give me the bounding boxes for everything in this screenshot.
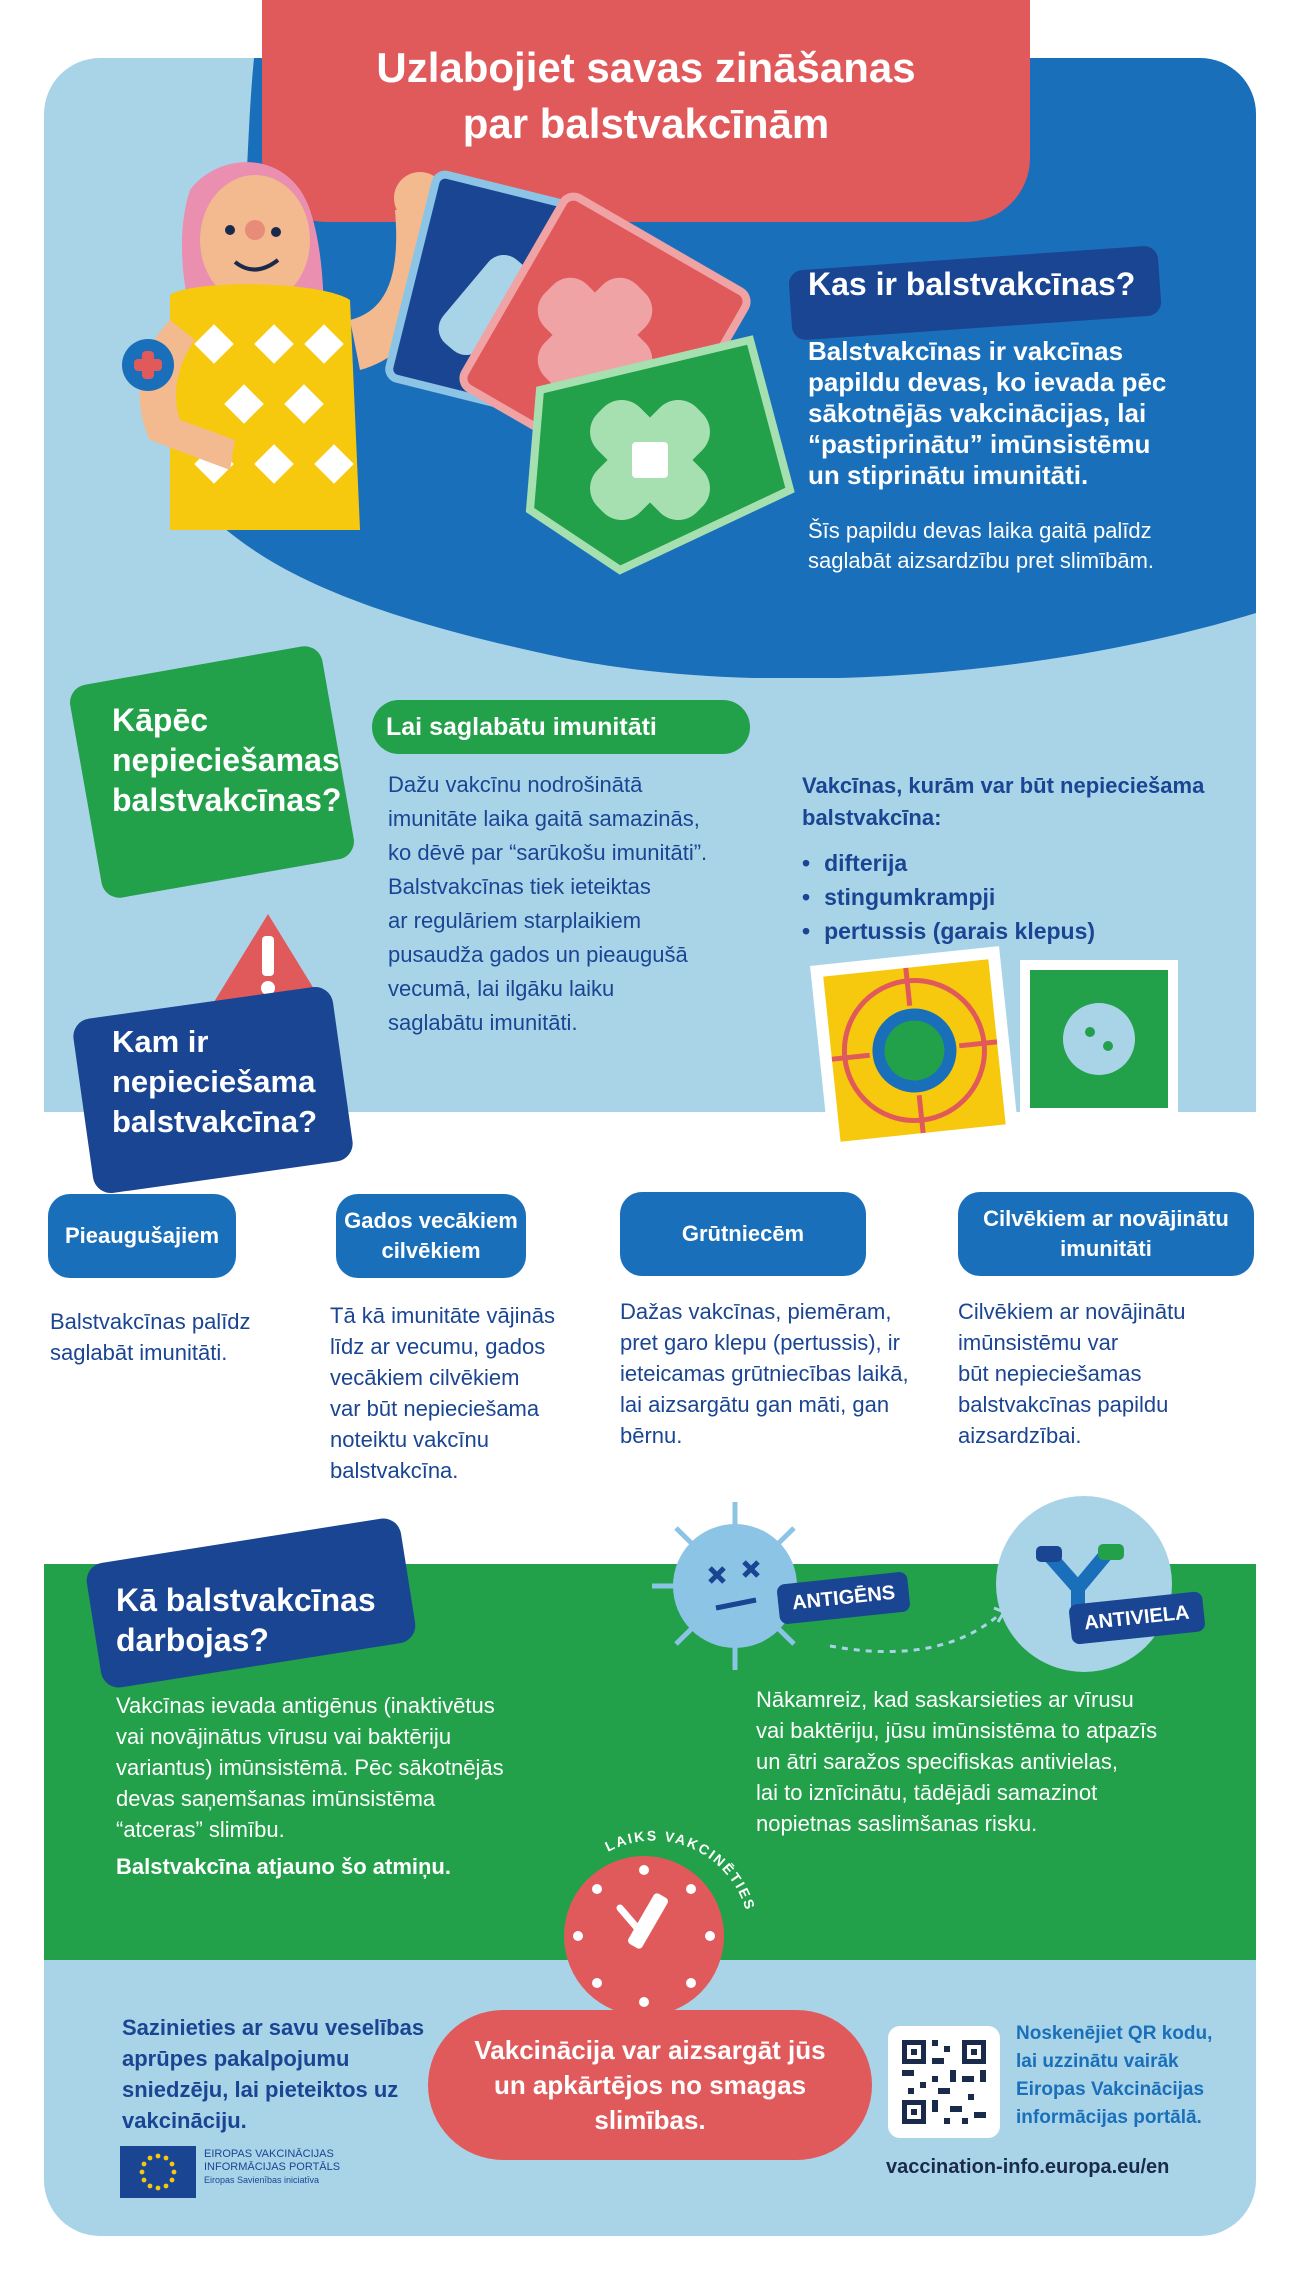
text-line: Balstvakcīnas tiek ieteiktas	[388, 874, 651, 899]
portal-link[interactable]: vaccination-info.europa.eu/en	[886, 2156, 1170, 2178]
text-line: vai novājinātus vīrusu vai baktēriju	[116, 1724, 452, 1749]
antigen-antibody-illustration	[640, 1496, 1220, 1686]
group-pill-elderly	[336, 1194, 526, 1278]
eu-flag-icon	[120, 2146, 196, 2198]
text-line: informācijas portālā.	[1016, 2107, 1202, 2128]
text-line: imūnsistēmu var	[958, 1330, 1119, 1355]
kas-note	[808, 516, 1228, 576]
text-line: “atceras” slimību.	[116, 1817, 285, 1842]
kas-definition	[808, 336, 1228, 491]
group-label: Pieaugušajiem	[64, 1223, 220, 1248]
text-line: pret garo klepu (pertussis), ir	[620, 1330, 900, 1355]
text-line: Eiropas Vakcinācijas	[1016, 2079, 1205, 2100]
list-item: • stingumkrampji	[802, 880, 1095, 914]
title-line: Kā balstvakcīnas	[116, 1582, 376, 1618]
text-line: ko dēvē par “sarūkošu imunitāti”.	[388, 840, 708, 865]
text-line: lai uzzinātu vairāk	[1016, 2051, 1179, 2072]
list-item: • pertussis (garais klepus)	[802, 914, 1095, 948]
text-line: lai aizsargātu gan māti, gan	[620, 1392, 890, 1417]
qr-instructions	[1016, 2020, 1212, 2132]
group-label: Cilvēkiem ar novājinātu	[983, 1206, 1229, 1231]
text-line: Balstvakcīnas ir vakcīnas	[808, 336, 1124, 366]
group-label: Gados vecākiem	[344, 1208, 518, 1233]
text-line: imunitāte laika gaitā samazinās,	[388, 806, 700, 831]
text-line: pusaudža gados un pieaugušā	[388, 942, 688, 967]
text-line: un ātri saražos specifiskas antivielas,	[756, 1749, 1118, 1774]
kam-title	[112, 1022, 317, 1142]
kapec-title	[112, 700, 341, 820]
text-line: vakcināciju.	[122, 2108, 247, 2133]
group-label: Grūtniecēm	[681, 1221, 805, 1246]
text-line: nopietnas saslimšanas risku.	[756, 1811, 1038, 1836]
text-line: Tā kā imunitāte vājinās	[330, 1303, 555, 1328]
clock-label: LAIKS VAKCINĒTIES	[602, 1827, 759, 1913]
text-line: balstvakcīna.	[330, 1458, 459, 1483]
text-line: Dažas vakcīnas, piemēram,	[620, 1299, 892, 1324]
text-line: Nākamreiz, kad saskarsieties ar vīrusu	[756, 1687, 1134, 1712]
group-pill-immunocompromised	[958, 1192, 1254, 1276]
text-line: un apkārtējos no smagas	[493, 2069, 807, 2100]
how-body	[116, 1690, 586, 1845]
kas-title: Kas ir balstvakcīnas?	[808, 266, 1136, 302]
group-text-elderly	[330, 1300, 590, 1486]
text-line: slimības.	[594, 2104, 706, 2135]
text-line: noteiktu vakcīnu	[330, 1427, 489, 1452]
text-line: Noskenējiet QR kodu,	[1016, 2023, 1213, 2044]
title-line: Kam ir	[112, 1024, 209, 1059]
group-text-adults	[50, 1306, 300, 1368]
group-pill-pregnant	[620, 1192, 866, 1276]
group-label: imunitāti	[1060, 1236, 1152, 1261]
title-line: Uzlabojiet savas zināšanas	[376, 44, 916, 91]
text-line: un stiprinātu imunitāti.	[808, 460, 1089, 490]
text-line: ieteicamas grūtniecības laikā,	[620, 1361, 909, 1386]
text-line: vecumā, lai ilgāku laiku	[388, 976, 615, 1001]
title-line: balstvakcīna?	[112, 1104, 318, 1139]
text-line: vecākiem cilvēkiem	[330, 1365, 520, 1390]
group-text-immunocompromised	[958, 1296, 1248, 1451]
imunitate-heading-pill: Lai saglabātu imunitāti	[372, 700, 750, 754]
text-line: Šīs papildu devas laika gaitā palīdz	[808, 518, 1152, 543]
text-line: INFORMĀCIJAS PORTĀLS	[204, 2161, 341, 2173]
qr-code[interactable]	[888, 2026, 1000, 2138]
virus-cards-illustration	[810, 946, 1190, 1166]
text-line: sniedzēju, lai pieteiktos uz	[122, 2077, 399, 2102]
title-line: nepieciešamas	[112, 742, 340, 778]
group-text-pregnant	[620, 1296, 940, 1451]
text-line: sākotnējās vakcinācijas, lai	[808, 398, 1147, 428]
text-line: aizsardzībai.	[958, 1423, 1082, 1448]
text-line: lai to iznīcinātu, tādējādi samazinot	[756, 1780, 1098, 1805]
title-line: nepieciešama	[112, 1064, 316, 1099]
text-line: Balstvakcīnas palīdz	[50, 1309, 251, 1334]
text-line: bērnu.	[620, 1423, 683, 1448]
how-title	[116, 1580, 376, 1660]
text-line: līdz ar vecumu, gados	[330, 1334, 546, 1359]
clock-icon	[560, 1812, 770, 2022]
qr-code-icon	[888, 2026, 1000, 2138]
text-line: balstvakcīna:	[802, 805, 942, 830]
text-line: variantus) imūnsistēmā. Pēc sākotnējās	[116, 1755, 504, 1780]
text-line: saglabāt aizsardzību pret slimībām.	[808, 548, 1155, 573]
antibody-tag: ANTIVIELA	[1068, 1591, 1205, 1645]
text-line: ar regulāriem starplaikiem	[388, 908, 642, 933]
imunitate-body	[388, 768, 748, 1040]
text-line: saglabāt imunitāti.	[50, 1340, 228, 1365]
text-line: Vakcīnas ievada antigēnus (inaktivētus	[116, 1693, 495, 1718]
text-line: Dažu vakcīnu nodrošinātā	[388, 772, 643, 797]
text-line: EIROPAS VAKCINĀCIJAS	[204, 2148, 334, 2160]
text-line: devas saņemšanas imūnsistēma	[116, 1786, 436, 1811]
text-line: saglabātu imunitāti.	[388, 1010, 578, 1035]
text-line: var būt nepieciešama	[330, 1396, 540, 1421]
vakcinas-heading	[802, 770, 1242, 834]
title-line: par balstvakcīnām	[462, 100, 830, 147]
text-line: aprūpes pakalpojumu	[122, 2046, 350, 2071]
vaccination-message	[428, 2010, 872, 2160]
how-bold-note: Balstvakcīna atjauno šo atmiņu.	[116, 1854, 451, 1879]
group-label: cilvēkiem	[381, 1238, 481, 1263]
eu-portal-logo-text	[204, 2148, 340, 2187]
text-line: būt nepieciešamas	[958, 1361, 1142, 1386]
how-next-body	[756, 1684, 1216, 1839]
text-line: Sazinieties ar savu veselības	[122, 2015, 425, 2040]
contact-text	[122, 2012, 452, 2136]
text-line: vai baktēriju, jūsu imūnsistēma to atpazīs	[756, 1718, 1158, 1743]
group-pill-adults	[48, 1194, 236, 1278]
text-line: Eiropas Savienības iniciatīva	[204, 2175, 320, 2185]
antigen-tag: ANTIGĒNS	[776, 1571, 911, 1625]
text-line: Vakcinācija var aizsargāt jūs	[474, 2034, 826, 2065]
text-line: balstvakcīnas papildu	[958, 1392, 1169, 1417]
text-line: Vakcīnas, kurām var būt nepieciešama	[802, 773, 1205, 798]
title-line: balstvakcīnas?	[112, 782, 342, 818]
text-line: “pastiprinātu” imūnsistēmu	[808, 429, 1151, 459]
bandage-cards-illustration	[370, 170, 810, 600]
text-line: papildu devas, ko ievada pēc	[808, 367, 1167, 397]
list-item: • difterija	[802, 846, 1095, 880]
title-line: darbojas?	[116, 1622, 269, 1658]
text-line: Cilvēkiem ar novājinātu	[958, 1299, 1186, 1324]
vakcinas-list	[802, 846, 1095, 948]
title-line: Kāpēc	[112, 702, 209, 738]
